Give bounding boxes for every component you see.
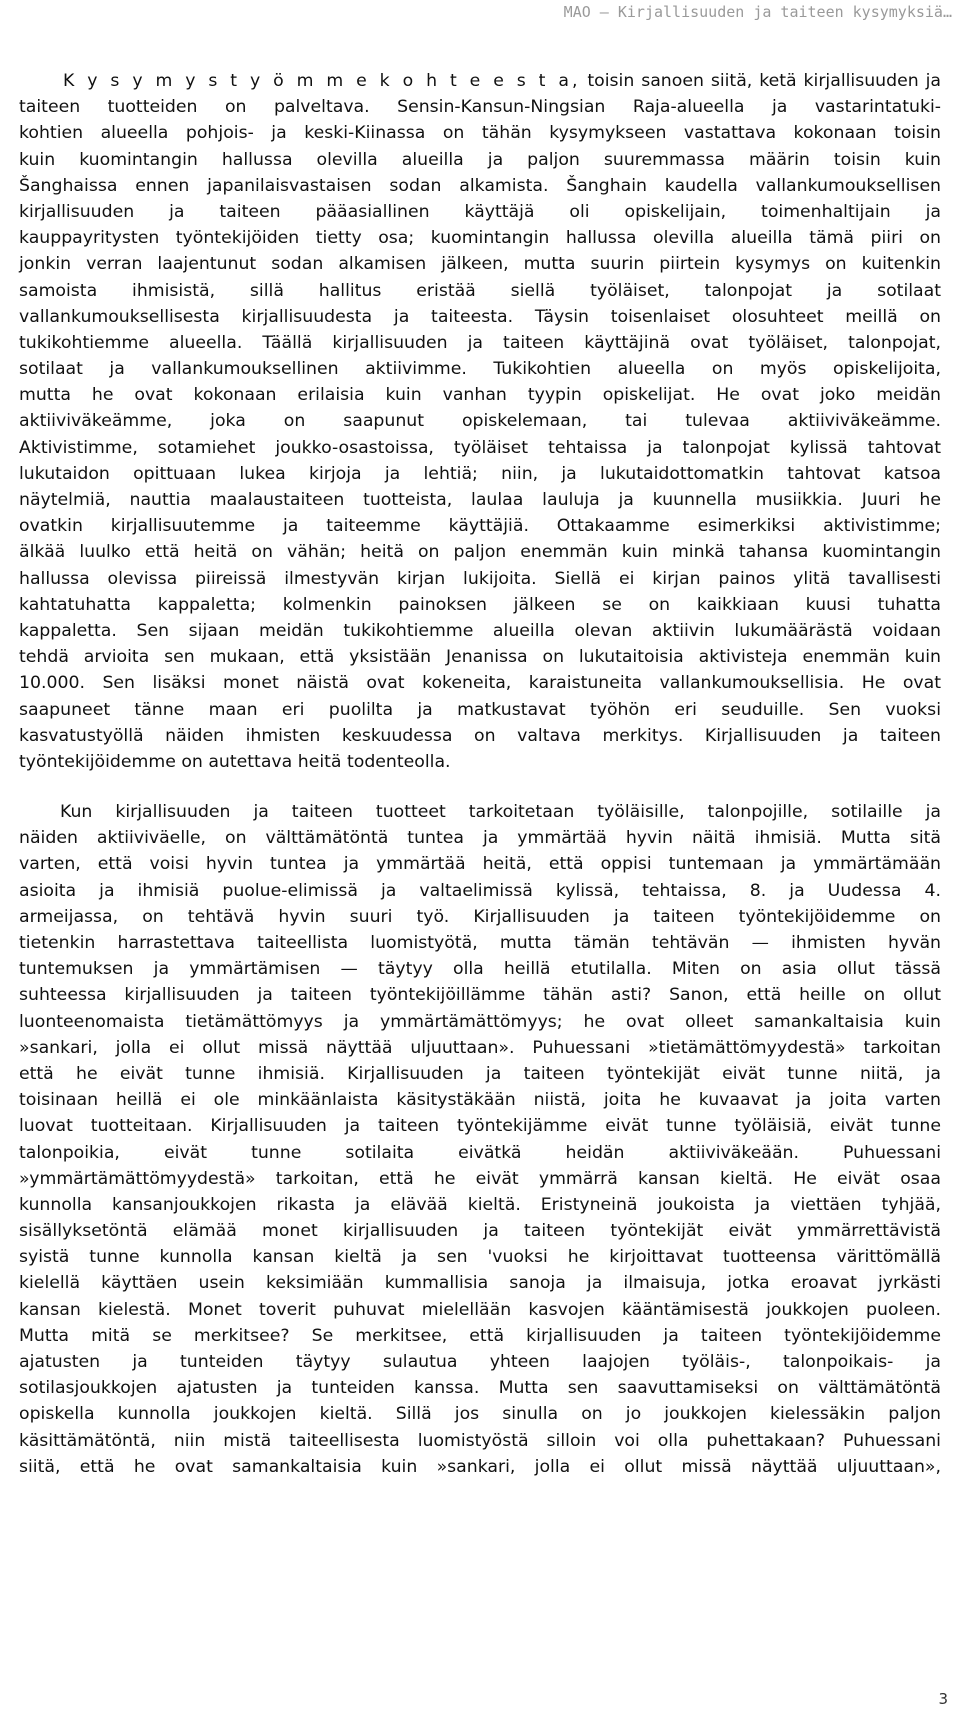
paragraph-spacer — [0, 775, 960, 799]
paragraph-line: armeijassa, on tehtävä hyvin suuri työ. Kirjallisuuden ja taiteen työntekijöidemme on — [19, 906, 941, 927]
paragraph-line: kansan kielestä. Monet toverit puhuvat mielellään kasvojen kääntämisestä joukkojen puoleen. — [19, 1299, 941, 1320]
paragraph-line: suhteessa kirjallisuuden ja taiteen työntekijöillämme tähän asti? Sanon, että heille on ollut — [19, 985, 941, 1006]
paragraph-line: tukikohtiemme alueella. Täällä kirjallisuuden ja taiteen käyttäjinä ovat työläiset, talonpojat, — [19, 332, 941, 353]
paragraph-line: talonpoikia, eivät tunne sotilaita eivätkä heidän aktiiviväkeään. Puhuessani — [19, 1142, 941, 1163]
paragraph-line: luonteenomaista tietämättömyys ja ymmärtämättömyys; he ovat olleet samankaltaisia kuin — [19, 1011, 941, 1032]
paragraph-line: vallankumouksellisesta kirjallisuudesta ja taiteesta. Täysin toisenlaiset olosuhteet meillä on — [19, 306, 941, 327]
paragraph-last-line: työntekijöidemme on autettava heitä todenteolla. — [19, 751, 451, 772]
paragraph-line: sotilasjoukkojen ajatusten ja tunteiden kanssa. Mutta sen saavuttamiseksi on välttämätöntä — [19, 1378, 941, 1399]
paragraph-line: ovatkin kirjallisuutemme ja taiteemme käyttäjiä. Ottakaamme esimerkiksi aktivistimme; — [19, 516, 941, 537]
paragraph-line: mutta he ovat kokonaan erilaisia kuin vanhan tyypin opiskelijat. He ovat joko meidän — [19, 385, 941, 406]
paragraph-line: kahtatuhatta kappaletta; kolmenkin painoksen jälkeen se on kaikkiaan kuusi tuhatta — [19, 594, 941, 615]
paragraph-line: Kun kirjallisuuden ja taiteen tuotteet tarkoitetaan työläisille, talonpojille, sotilaille ja — [60, 802, 941, 823]
paragraph-line — [0, 68, 960, 94]
paragraph-line: Šanghaissa ennen japanilaisvastaisen sodan alkamista. Šanghain kaudella vallankumouksellisen — [19, 175, 941, 196]
paragraph-line: varten, että voisi hyvin tuntea ja ymmärtää heitä, että oppisi tuntemaan ja ymmärtämään — [19, 854, 941, 875]
paragraph-line: hallussa olevissa piireissä ilmestyvän kirjan lukijoita. Siellä ei kirjan painos ylitä tavallisesti — [19, 568, 941, 589]
paragraph-1 — [0, 68, 960, 775]
paragraph-line: taiteen tuotteiden on palveltava. Sensin-Kansun-Ningsian Raja-alueella ja vastarintatuki- — [19, 97, 941, 118]
paragraph-line: sisällyksetöntä elämää monet kirjallisuuden ja taiteen työntekijät eivät ymmärrettävistä — [19, 1221, 941, 1242]
paragraph-line: kauppayritysten työntekijöiden tietty osa; kuomintangin hallussa olevilla alueilla tämä piiri on — [19, 228, 941, 249]
paragraph-line: näiden aktiiviväelle, on välttämätöntä tuntea ja ymmärtää hyvin näitä ihmisiä. Mutta sitä — [19, 828, 941, 849]
paragraph-line: asioita ja ihmisiä puolue-elimissä ja valtaelimissä kylissä, tehtaissa, 8. ja Uudessa 4. — [19, 880, 941, 901]
paragraph-line: tietenkin harrastettava taiteellista luomistyötä, mutta tämän tehtävän — ihmisten hyvän — [19, 933, 941, 953]
paragraph-line: näytelmiä, nauttia maalaustaiteen tuotteista, laulaa lauluja ja kuunnella musiikkia. Juuri he — [19, 490, 941, 510]
paragraph-line: jonkin verran laajentunut sodan alkamisen jälkeen, mutta suurin piirtein kysymys on kuitenkin — [19, 254, 941, 275]
paragraph-line: kuin kuomintangin hallussa olevilla alueilla ja paljon suuremmassa määrin toisin kuin — [19, 149, 941, 170]
paragraph-line: että he eivät tunne ihmisiä. Kirjallisuuden ja taiteen työntekijät eivät tunne niitä, ja — [19, 1063, 941, 1084]
paragraph-line: 10.000. Sen lisäksi monet näistä ovat kokeneita, karaistuneita vallankumouksellisia. He ovat — [19, 673, 941, 694]
paragraph-line: tehdä arvioita sen mukaan, että yksistään Jenanissa on lukutaitoisia aktivisteja enemmän kuin — [19, 647, 941, 668]
paragraph-line: ajatusten ja tunteiden täytyy sulautua yhteen laajojen työläis-, talonpoikais- ja — [19, 1352, 941, 1372]
paragraph-line: Aktivistimme, sotamiehet joukko-osastoissa, työläiset tehtaissa ja talonpojat kylissä tahtovat — [19, 437, 941, 458]
paragraph-line: kielellä käyttäen usein keksimiään kummallisia sanoja ja ilmaisuja, jotka eroavat jyrkästi — [19, 1273, 941, 1294]
paragraph-2 — [0, 799, 960, 1480]
paragraph-line: luovat tuotteitaan. Kirjallisuuden ja taiteen työntekijämme eivät tunne työläisiä, eivät tunne — [19, 1116, 941, 1137]
paragraph-line: käsittämätöntä, niin mistä taiteellisesta luomistyöstä silloin voi olla puhettakaan? Puhuessani — [19, 1430, 941, 1451]
document-body — [0, 68, 960, 1480]
paragraph-line: älkää luulko että heitä on vähän; heitä on paljon enemmän kuin minkä tahansa kuomintangin — [19, 542, 941, 563]
paragraph-line: aktiiviväkeämme, joka on saapunut opiskelemaan, tai tulevaa aktiiviväkeämme. — [19, 411, 941, 432]
paragraph-line: kasvatustyöllä näiden ihmisten keskuudessa on valtava merkitys. Kirjallisuuden ja taiteen — [19, 725, 941, 746]
paragraph-line: Mutta mitä se merkitsee? Se merkitsee, että kirjallisuuden ja taiteen työntekijöidemme — [19, 1325, 941, 1346]
paragraph-line: »sankari, jolla ei ollut missä näyttää uljuuttaan». Puhuessani »tietämättömyydestä» tarkoitan — [19, 1037, 941, 1058]
paragraph-line: kappaletta. Sen sijaan meidän tukikohtiemme alueilla olevan aktiivin lukumäärästä voidaan — [19, 620, 941, 641]
paragraph-line: kirjallisuuden ja taiteen pääasiallinen käyttäjä oli opiskelijain, toimenhaltijain ja — [19, 201, 941, 222]
line-text: toisin sanoen siitä, ketä kirjallisuuden ja — [587, 71, 941, 91]
paragraph-line: sotilaat ja vallankumouksellinen aktiivimme. Tukikohtien alueella on myös opiskelijoita, — [19, 359, 941, 380]
running-header-title: MAO – Kirjallisuuden ja taiteen kysymyksiä… — [563, 3, 952, 21]
paragraph-line: siitä, että he ovat samankaltaisia kuin »sankari, jolla ei ollut missä näyttää uljuuttaan», — [19, 1456, 941, 1477]
paragraph-line: kunnolla kansanjoukkojen rikasta ja elävää kieltä. Eristyneinä joukoista ja viettäen tyhjää, — [19, 1194, 941, 1215]
paragraph-line: opiskella kunnolla joukkojen kieltä. Sillä jos sinulla on jo joukkojen kielessäkin paljon — [19, 1404, 941, 1425]
paragraph-line: »ymmärtämättömyydestä» tarkoitan, että he eivät ymmärrä kansan kieltä. He eivät osaa — [19, 1168, 941, 1189]
paragraph-line: tuntemuksen ja ymmärtämisen — täytyy olla heillä etutilalla. Miten on asia ollut tässä — [19, 959, 941, 980]
paragraph-line: toisinaan heillä ei ole minkäänlaista käsitystäkään niistä, joita he kuvaavat ja joita varten — [19, 1090, 941, 1111]
paragraph-line: syistä tunne kunnolla kansan kieltä ja sen 'vuoksi he kirjoittavat tuotteensa värittömällä — [19, 1247, 941, 1268]
paragraph-line: kohtien alueella pohjois- ja keski-Kiinassa on tähän kysymykseen vastattava kokonaan toisin — [19, 123, 941, 144]
emphasized-phrase: K y s y m y s t y ö m m e k o h t e e s t a, — [63, 71, 581, 91]
page-number: 3 — [938, 1690, 948, 1708]
paragraph-line: lukutaidon opittuaan lukea kirjoja ja lehtiä; niin, ja lukutaidottomatkin tahtovat katsoa — [19, 463, 941, 484]
paragraph-line: saapuneet tänne maan eri puolilta ja matkustavat työhön eri seuduille. Sen vuoksi — [19, 699, 941, 720]
paragraph-line: samoista ihmisistä, sillä hallitus eristää siellä työläiset, talonpojat ja sotilaat — [19, 280, 941, 301]
